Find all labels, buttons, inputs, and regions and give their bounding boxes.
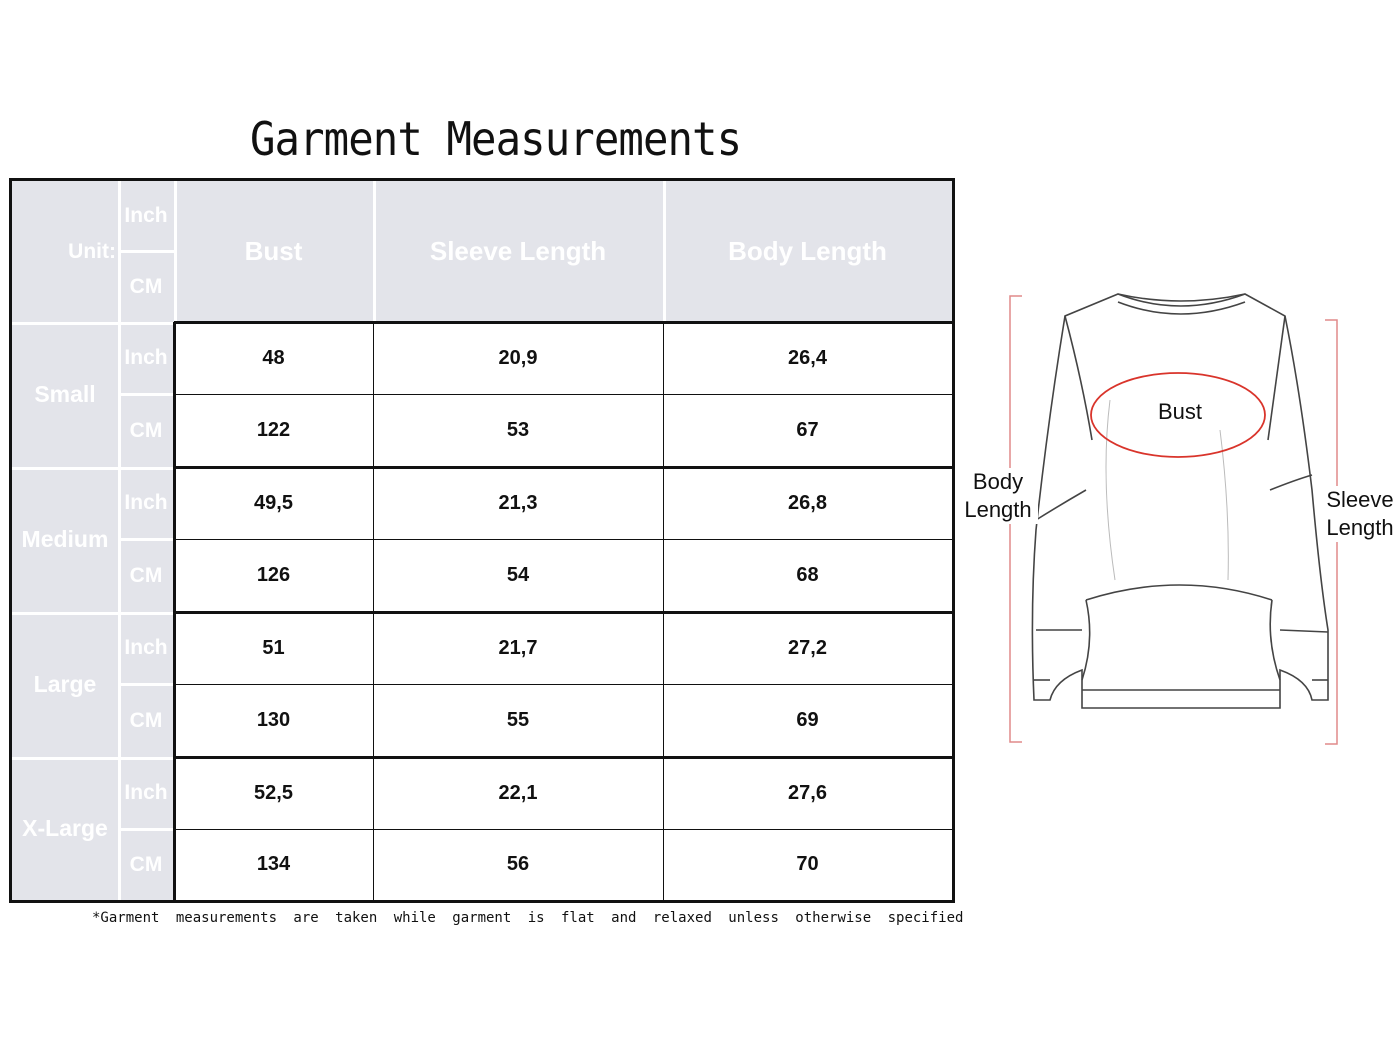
cell-value: 21,7 bbox=[498, 636, 538, 659]
unit-cm-label: CM bbox=[129, 708, 163, 732]
row-unit-inch bbox=[118, 757, 174, 829]
row-unit-cm bbox=[118, 394, 174, 467]
x-large-cm-sleeve bbox=[373, 829, 663, 900]
cell-value: 48 bbox=[262, 346, 285, 369]
cell-value: 130 bbox=[256, 709, 291, 731]
bust-label: Bust bbox=[1158, 399, 1203, 424]
column-header-bust-label: Bust bbox=[244, 236, 303, 266]
unit-label: Unit: bbox=[68, 239, 116, 263]
cell-value: 26,4 bbox=[788, 346, 827, 369]
x-large-inch-bust bbox=[174, 757, 373, 829]
row-unit-inch bbox=[118, 322, 174, 394]
small-cm-sleeve bbox=[373, 394, 663, 467]
small-inch-sleeve bbox=[373, 322, 663, 394]
large-inch-sleeve bbox=[373, 612, 663, 684]
unit-label-cell bbox=[12, 181, 118, 322]
large-cm-sleeve bbox=[373, 684, 663, 757]
cell-value: 56 bbox=[506, 853, 530, 875]
row-unit-cm bbox=[118, 829, 174, 900]
x-large-cm-body bbox=[663, 829, 952, 900]
cell-value: 49,5 bbox=[254, 491, 293, 514]
cell-value: 20,9 bbox=[498, 346, 538, 369]
row-unit-inch bbox=[118, 612, 174, 684]
column-header-sleeve-length bbox=[373, 181, 663, 322]
large-cm-bust bbox=[174, 684, 373, 757]
unit-inch-label: Inch bbox=[124, 491, 168, 514]
unit-cm-label: CM bbox=[129, 852, 163, 876]
header-cm-label: CM bbox=[129, 274, 163, 298]
column-header-body-length bbox=[663, 181, 952, 322]
unit-cm-label: CM bbox=[129, 418, 163, 442]
cell-value: 69 bbox=[796, 709, 819, 731]
size-label-medium bbox=[12, 467, 118, 612]
row-unit-cm bbox=[118, 684, 174, 757]
medium-cm-body bbox=[663, 539, 952, 612]
body-length-label bbox=[958, 468, 1038, 524]
medium-inch-body bbox=[663, 467, 952, 539]
unit-cm-label: CM bbox=[129, 563, 163, 587]
body-length-line-1: Body bbox=[972, 469, 1024, 494]
cell-value: 21,3 bbox=[498, 491, 538, 514]
size-label-small bbox=[12, 322, 118, 467]
cell-value: 70 bbox=[796, 853, 819, 875]
x-large-inch-sleeve bbox=[373, 757, 663, 829]
cell-value: 52,5 bbox=[254, 781, 293, 804]
size-name: Medium bbox=[21, 526, 109, 552]
small-inch-body bbox=[663, 322, 952, 394]
cell-value: 26,8 bbox=[788, 491, 827, 514]
header-inch-cell bbox=[118, 181, 174, 251]
cell-value: 51 bbox=[262, 636, 285, 659]
medium-cm-bust bbox=[174, 539, 373, 612]
cell-value: 53 bbox=[506, 419, 530, 441]
large-cm-body bbox=[663, 684, 952, 757]
medium-cm-sleeve bbox=[373, 539, 663, 612]
large-inch-bust bbox=[174, 612, 373, 684]
column-header-body-length-label: Body Length bbox=[728, 236, 887, 266]
garment-diagram bbox=[964, 280, 1400, 760]
large-inch-body bbox=[663, 612, 952, 684]
body-length-line-2: Length bbox=[964, 497, 1032, 522]
cell-value: 22,1 bbox=[498, 781, 538, 804]
cell-value: 67 bbox=[796, 419, 819, 441]
medium-inch-sleeve bbox=[373, 467, 663, 539]
small-cm-body bbox=[663, 394, 952, 467]
cell-value: 134 bbox=[256, 853, 291, 875]
sleeve-length-line-2: Length bbox=[1326, 515, 1394, 540]
column-header-sleeve-length-label: Sleeve Length bbox=[429, 236, 607, 266]
size-name: Small bbox=[34, 381, 96, 407]
cell-value: 126 bbox=[256, 564, 291, 586]
cell-value: 27,6 bbox=[788, 781, 827, 804]
small-inch-bust bbox=[174, 322, 373, 394]
sleeve-length-line-1: Sleeve bbox=[1326, 487, 1394, 512]
footnote: *Garment measurements are taken while garment is flat and relaxed unless otherwise specified bbox=[92, 910, 964, 926]
size-label-large bbox=[12, 612, 118, 757]
header-cm-cell bbox=[118, 251, 174, 322]
x-large-cm-bust bbox=[174, 829, 373, 900]
size-name: X-Large bbox=[22, 815, 108, 841]
row-unit-cm bbox=[118, 539, 174, 612]
size-chart-table bbox=[9, 178, 955, 903]
column-header-bust bbox=[174, 181, 373, 322]
header-inch-label: Inch bbox=[124, 204, 168, 227]
size-label-x-large bbox=[12, 757, 118, 900]
unit-inch-label: Inch bbox=[124, 636, 168, 659]
cell-value: 27,2 bbox=[788, 636, 827, 659]
unit-inch-label: Inch bbox=[124, 346, 168, 369]
unit-inch-label: Inch bbox=[124, 781, 168, 804]
sleeve-length-label bbox=[1322, 486, 1398, 542]
cell-value: 68 bbox=[796, 564, 819, 586]
row-unit-inch bbox=[118, 467, 174, 539]
x-large-inch-body bbox=[663, 757, 952, 829]
cell-value: 55 bbox=[506, 709, 530, 731]
cell-value: 54 bbox=[506, 564, 530, 586]
size-name: Large bbox=[33, 671, 97, 697]
page-title: Garment Measurements bbox=[250, 112, 742, 166]
cell-value: 122 bbox=[256, 419, 291, 441]
small-cm-bust bbox=[174, 394, 373, 467]
medium-inch-bust bbox=[174, 467, 373, 539]
